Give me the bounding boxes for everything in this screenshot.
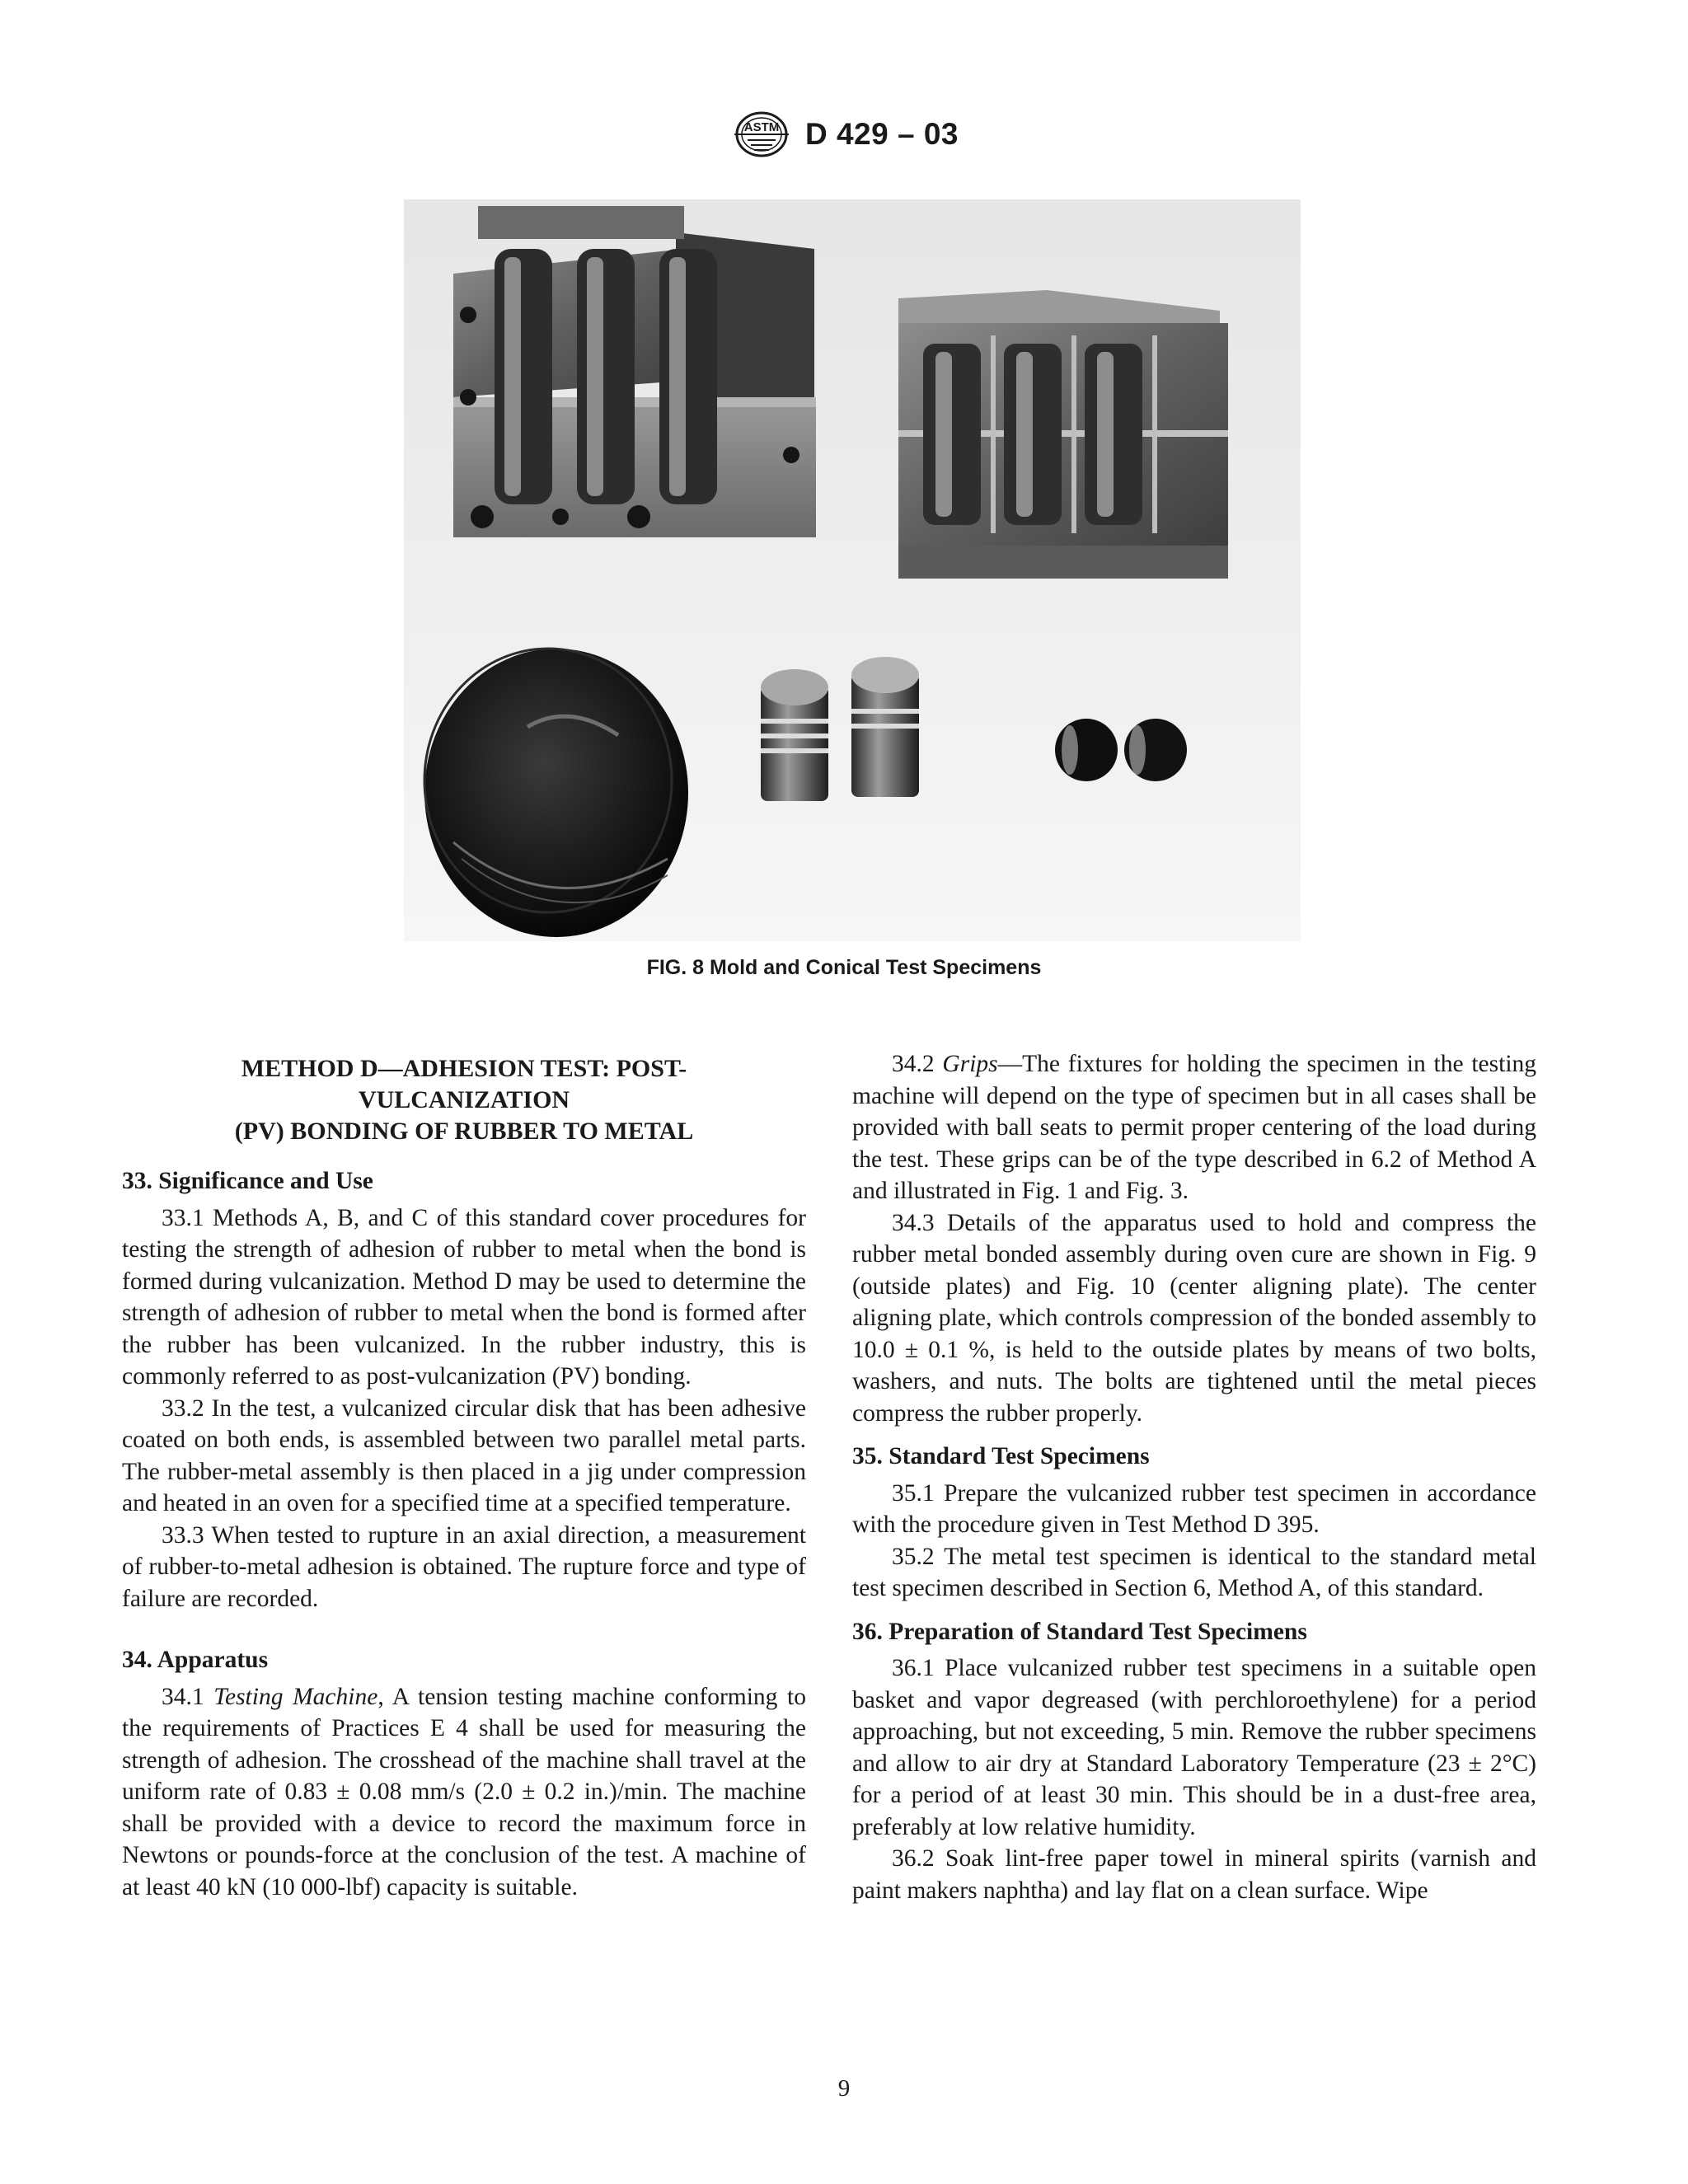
paragraph-text: —The fixtures for holding the specimen in the testing machine will depend on the type of specimen but in all cases shall be provided with ball seats to permit proper centering of the load during the test. These grips can be of the type described in 6.2 of Method A and illustrated in Fig. 1 and Fig. 3. (852, 1051, 1537, 1204)
method-title-line: METHOD D—ADHESION TEST: POST- (241, 1055, 687, 1082)
paragraph-number: 34.2 (892, 1051, 935, 1077)
mold-specimens-photo (404, 199, 1301, 941)
method-title-line: VULCANIZATION (358, 1086, 570, 1113)
astm-logo-text: ASTM (743, 120, 780, 134)
paragraph-33-3: 33.3 When tested to rupture in an axial direction, a measurement of rubber-to-metal adhesion is obtained. The rupture force and type of failure are recorded. (122, 1521, 806, 1612)
left-mold-block (453, 206, 816, 537)
method-title-line: (PV) BONDING OF RUBBER TO METAL (234, 1118, 694, 1145)
astm-logo-icon (729, 109, 794, 160)
rubber-disk (424, 649, 688, 937)
paragraph-33-1: 33.1 Methods A, B, and C of this standard cover procedures for testing the strength of adhesion of rubber to metal when the bond is formed during vulcanization. Method D may be used to determine the strength of adhesion of rubber to metal when the bond is formed after the rubber has been vulcanized. In the rubber industry, this is commonly referred to as post-vulcanization (PV) bonding. (122, 1204, 806, 1390)
section-heading-34: 34. Apparatus (122, 1647, 269, 1673)
paragraph-34-3: 34.3 Details of the apparatus used to hold and compress the rubber metal bonded assembly during oven cure are shown in Fig. 9 (outside plates) and Fig. 10 (center aligning plate). The center aligning plate, which controls compression of the bonded assembly to 10.0 ± 0.1 %, is held to the outside plates by means of two bolts, washers, and nuts. The bolts are tightened until the metal pieces compress the rubber properly. (852, 1209, 1536, 1427)
paragraph-36-2: 36.2 Soak lint-free paper towel in mineral spirits (varnish and paint makers naphtha) and lay flat on a clean surface. Wipe (852, 1845, 1536, 1904)
figure-caption: FIG. 8 Mold and Conical Test Specimens (646, 956, 1042, 979)
section-heading-36: 36. Preparation of Standard Test Specimens (852, 1618, 1307, 1645)
section-heading-35: 35. Standard Test Specimens (852, 1443, 1150, 1469)
term-grips: Grips (942, 1051, 998, 1077)
right-mold-block (898, 290, 1228, 579)
left-column (122, 1048, 806, 1903)
paragraph-33-2: 33.2 In the test, a vulcanized circular disk that has been adhesive coated on both ends, is assembled between two parallel metal parts. The rubber-metal assembly is then placed in a jig under compression and heated in an oven for a specified time at a specified temperature. (122, 1394, 806, 1516)
page-header (0, 109, 1688, 160)
paragraph-35-2: 35.2 The metal test specimen is identical to the standard metal test specimen described in Section 6, Method A, of this standard. (852, 1543, 1536, 1601)
term-testing-machine: Testing Machine (213, 1683, 378, 1710)
paragraph-36-1: 36.1 Place vulcanized rubber test specimens in a suitable open basket and vapor degreased (with perchloroethylene) for a period approaching, but not exceeding, 5 min. Remove the rubber specimens and allow to air dry at Standard Laboratory Temperature (23 ± 2°C) for a period of at least 30 min. This should be in a dust-free area, preferably at low relative humidity. (852, 1655, 1536, 1840)
standard-designation: D 429 – 03 (804, 117, 959, 151)
right-column (852, 1048, 1536, 1906)
figure-photo (404, 199, 1301, 941)
section-heading-33: 33. Significance and Use (122, 1168, 373, 1194)
page-number: 9 (837, 2075, 851, 2102)
paragraph-text: , A tension testing machine conforming to the requirements of Practices E 4 shall be used for measuring the strength of adhesion. The crosshead of the machine shall travel at the uniform rate of 0.83 ± 0.08 mm/s (2.0 ± 0.2 in.)/min. The machine shall be provided with a device to record the maximum force in Newtons or pounds-force at the conclusion of the test. A machine of at least 40 kN (10 000-lbf) capacity is suitable. (122, 1683, 807, 1900)
paragraph-number: 34.1 (162, 1683, 204, 1710)
paragraph-34-2 (852, 1048, 1536, 1207)
paragraph-35-1: 35.1 Prepare the vulcanized rubber test specimen in accordance with the procedure given in Test Method D 395. (852, 1479, 1536, 1538)
method-title (147, 1053, 781, 1147)
paragraph-34-1 (122, 1681, 806, 1904)
